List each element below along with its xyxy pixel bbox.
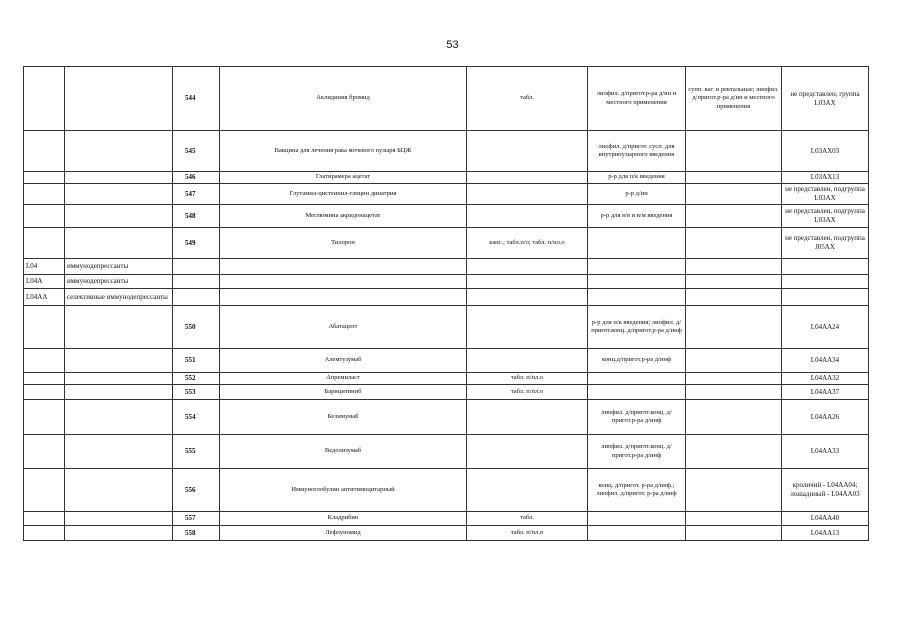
cell-form1 [588, 385, 686, 400]
cell-name: Апремиласт [220, 373, 467, 385]
cell-form2 [686, 228, 782, 259]
cell-form1: лиофил. д/пригот.р-ра д/ин и местного применения [588, 67, 686, 131]
cell-name [220, 289, 467, 306]
cell-note: L04AA37 [782, 385, 869, 400]
cell-form2 [686, 184, 782, 205]
cell-num: 555 [173, 435, 220, 469]
cell-code [24, 526, 65, 541]
cell-name: Глатирамера ацетат [220, 172, 467, 184]
table-row [24, 205, 869, 228]
cell-note: L04AA26 [782, 400, 869, 435]
table-row [24, 275, 869, 289]
table-row [24, 435, 869, 469]
table-row [24, 228, 869, 259]
cell-group: иммунодепрессанты [65, 259, 173, 275]
cell-num: 547 [173, 184, 220, 205]
cell-form2 [686, 512, 782, 526]
cell-form [467, 184, 588, 205]
cell-name: Барицитиниб [220, 385, 467, 400]
cell-note: не представлен, подгруппа L03AX [782, 184, 869, 205]
cell-code [24, 373, 65, 385]
cell-code [24, 67, 65, 131]
cell-code [24, 349, 65, 373]
cell-form1: р-р для п/к введения [588, 172, 686, 184]
cell-num: 556 [173, 469, 220, 512]
cell-form1 [588, 526, 686, 541]
cell-form2 [686, 131, 782, 172]
cell-form1: лиофил. д/пригот.конц. д/пригот.р-ра д/инф [588, 400, 686, 435]
cell-group [65, 184, 173, 205]
cell-code: L04 [24, 259, 65, 275]
cell-form1: р-р д/ин [588, 184, 686, 205]
cell-form1: р-р для в/в и в/м введения [588, 205, 686, 228]
cell-note [782, 289, 869, 306]
cell-code [24, 131, 65, 172]
cell-group [65, 469, 173, 512]
drug-table-body [24, 67, 869, 541]
cell-num: 558 [173, 526, 220, 541]
cell-group [65, 349, 173, 373]
cell-form [467, 259, 588, 275]
cell-num: 546 [173, 172, 220, 184]
cell-num [173, 259, 220, 275]
cell-note: L04AA34 [782, 349, 869, 373]
cell-note [782, 259, 869, 275]
cell-form [467, 205, 588, 228]
cell-form [467, 131, 588, 172]
cell-note: не представлен, подгруппа J05AX [782, 228, 869, 259]
cell-group [65, 67, 173, 131]
cell-code [24, 435, 65, 469]
cell-form2: супп. ваг. и ректальные; лиофил. д/пригот.р-ра д/ин и местного применения [686, 67, 782, 131]
table-row [24, 306, 869, 349]
cell-group [65, 512, 173, 526]
cell-form: табл. [467, 512, 588, 526]
cell-note: L03AX13 [782, 172, 869, 184]
cell-form2 [686, 275, 782, 289]
cell-code [24, 306, 65, 349]
cell-name: Лефлуномид [220, 526, 467, 541]
cell-group: иммунодепрессанты [65, 275, 173, 289]
cell-name: Глутамил-цистеинил-глицин динатрия [220, 184, 467, 205]
cell-code [24, 205, 65, 228]
cell-name [220, 275, 467, 289]
cell-code [24, 385, 65, 400]
cell-form1 [588, 512, 686, 526]
cell-form1 [588, 259, 686, 275]
cell-name: Ведолизумаб [220, 435, 467, 469]
cell-code: L04A [24, 275, 65, 289]
cell-form: табл. п/пл.о [467, 526, 588, 541]
table-row [24, 385, 869, 400]
cell-form: табл. п/пл.о [467, 385, 588, 400]
cell-name: Белимумаб [220, 400, 467, 435]
cell-form [467, 469, 588, 512]
cell-form2 [686, 469, 782, 512]
cell-num: 552 [173, 373, 220, 385]
cell-name: Абатацепт [220, 306, 467, 349]
cell-note: L04AA24 [782, 306, 869, 349]
table-row [24, 131, 869, 172]
cell-code [24, 184, 65, 205]
cell-form2 [686, 435, 782, 469]
cell-num: 557 [173, 512, 220, 526]
table-row [24, 172, 869, 184]
cell-form2 [686, 526, 782, 541]
cell-form [467, 400, 588, 435]
cell-note: L04AA32 [782, 373, 869, 385]
cell-form [467, 306, 588, 349]
cell-group [65, 400, 173, 435]
cell-name: Аклидиния бромид [220, 67, 467, 131]
cell-group [65, 205, 173, 228]
cell-form [467, 289, 588, 306]
cell-num: 554 [173, 400, 220, 435]
cell-group [65, 306, 173, 349]
cell-note: L03AX03 [782, 131, 869, 172]
cell-form [467, 435, 588, 469]
table-row [24, 373, 869, 385]
cell-note: L04AA33 [782, 435, 869, 469]
cell-num: 549 [173, 228, 220, 259]
cell-note [782, 275, 869, 289]
cell-note: L04AA40 [782, 512, 869, 526]
table-row [24, 400, 869, 435]
cell-group [65, 435, 173, 469]
cell-group [65, 526, 173, 541]
cell-form2 [686, 349, 782, 373]
cell-code [24, 469, 65, 512]
table-row [24, 259, 869, 275]
cell-form2 [686, 385, 782, 400]
cell-name: Иммуноглобулин антитимоцитарный [220, 469, 467, 512]
cell-name: Алемтузумаб [220, 349, 467, 373]
cell-form1 [588, 289, 686, 306]
cell-code [24, 228, 65, 259]
cell-code [24, 400, 65, 435]
cell-num: 545 [173, 131, 220, 172]
cell-form: капс.; табл.п/о; табл. п/пл.о [467, 228, 588, 259]
table-row [24, 349, 869, 373]
cell-name [220, 259, 467, 275]
cell-form2 [686, 289, 782, 306]
cell-form2 [686, 306, 782, 349]
cell-group [65, 385, 173, 400]
cell-group: селективные иммунодепрессанты [65, 289, 173, 306]
cell-code [24, 172, 65, 184]
cell-num: 544 [173, 67, 220, 131]
cell-code: L04AA [24, 289, 65, 306]
cell-group [65, 373, 173, 385]
cell-form1: лиофил. д/пригот. сусп. для внутрипузырного введения [588, 131, 686, 172]
cell-form1: р-р для п/к введения; лиофил. д/пригот.конц. д/пригот.р-ра д/инф [588, 306, 686, 349]
cell-form [467, 275, 588, 289]
cell-form1 [588, 275, 686, 289]
table-row [24, 469, 869, 512]
cell-group [65, 228, 173, 259]
cell-num: 548 [173, 205, 220, 228]
cell-form2 [686, 400, 782, 435]
cell-form [467, 172, 588, 184]
cell-note: не представлен, группа L03AX [782, 67, 869, 131]
cell-num [173, 275, 220, 289]
cell-note: кроличий - L04AA04; лошадиный - L04AA03 [782, 469, 869, 512]
cell-form2 [686, 259, 782, 275]
table-row [24, 526, 869, 541]
cell-form1: конц.д/пригот.р-ра д/инф [588, 349, 686, 373]
cell-name: Тилорон [220, 228, 467, 259]
cell-note: L04AA13 [782, 526, 869, 541]
cell-form2 [686, 373, 782, 385]
cell-form2 [686, 172, 782, 184]
cell-num: 551 [173, 349, 220, 373]
cell-form1 [588, 373, 686, 385]
page-number: 53 [446, 39, 459, 51]
cell-num: 553 [173, 385, 220, 400]
cell-form2 [686, 205, 782, 228]
cell-form: табл. п/пл.о [467, 373, 588, 385]
table-row [24, 184, 869, 205]
cell-num: 550 [173, 306, 220, 349]
cell-form1: лиофил. д/пригот.конц. д/пригот.р-ра д/инф [588, 435, 686, 469]
cell-num [173, 289, 220, 306]
cell-form1 [588, 228, 686, 259]
cell-form [467, 349, 588, 373]
cell-group [65, 131, 173, 172]
cell-code [24, 512, 65, 526]
table-row [24, 512, 869, 526]
cell-name: Меглюмина акридонацетат [220, 205, 467, 228]
cell-group [65, 172, 173, 184]
cell-name: Кладрибин [220, 512, 467, 526]
cell-name: Вакцина для лечения рака мочевого пузыря БЦЖ [220, 131, 467, 172]
cell-form: табл. [467, 67, 588, 131]
table-row [24, 289, 869, 306]
cell-note: не представлен, подгруппа L03AX [782, 205, 869, 228]
cell-form1: конц. д/пригот. р-ра д/инф.; лиофил. д/пригот. р-ра д/инф [588, 469, 686, 512]
drug-table [23, 66, 869, 541]
table-row [24, 67, 869, 131]
